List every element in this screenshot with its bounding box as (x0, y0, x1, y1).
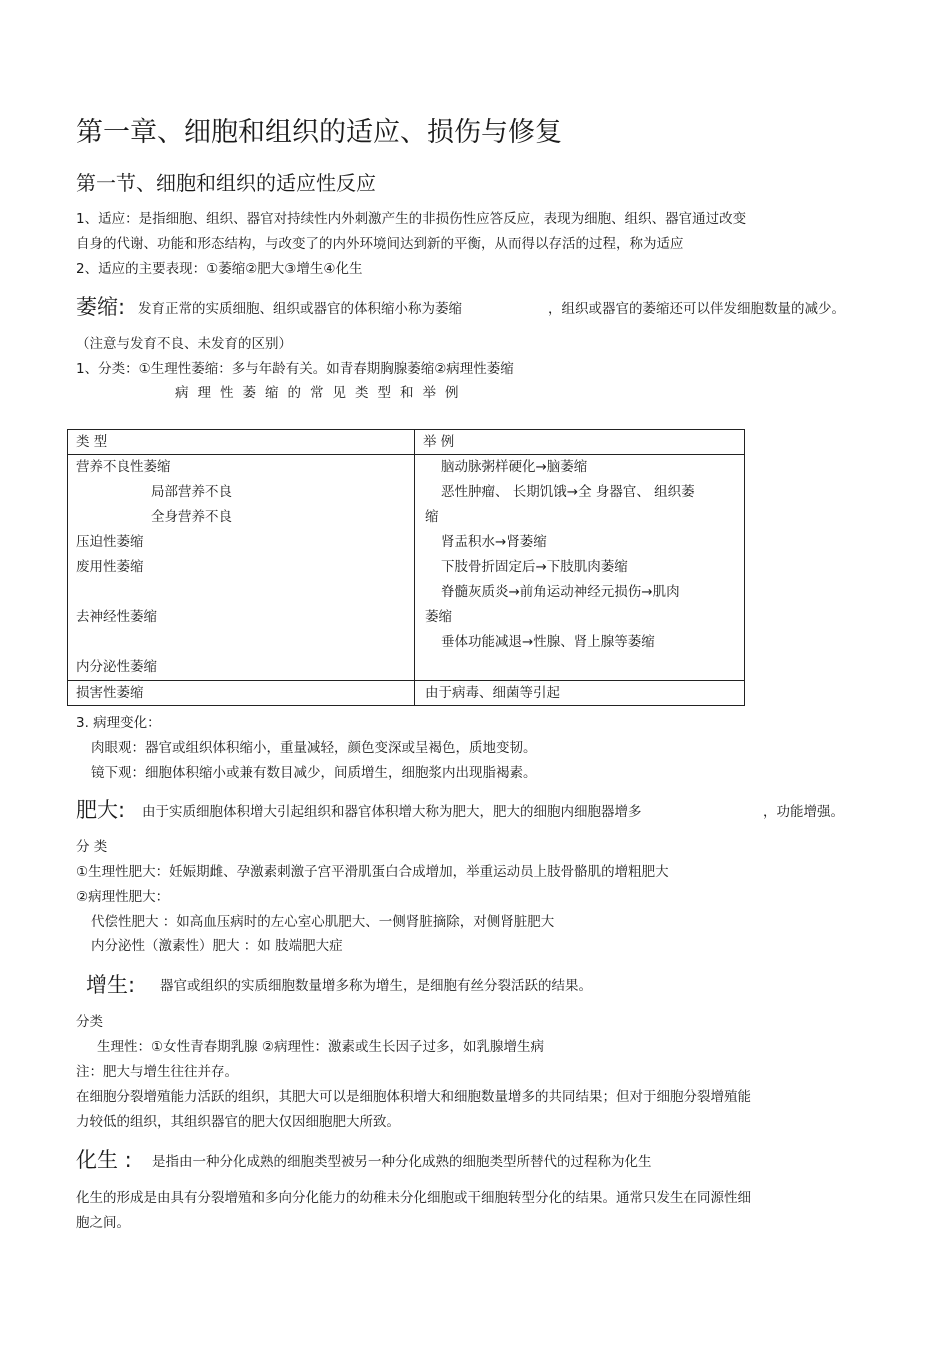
hyperplasia-term: 增生: (86, 973, 136, 997)
gross-observation: 肉眼观：器官或组织体积缩小，重量减轻，颜色变深或呈褐色，质地变韧。 (91, 740, 537, 756)
atrophy-classification: 1、分类：①生理性萎缩：多与年龄有关。如青春期胸腺萎缩②病理性萎缩 (76, 361, 514, 377)
hyperplasia-paragraph-line-2: 力较低的组织，其组织器官的肥大仅因细胞肥大所致。 (76, 1114, 400, 1130)
table-header-example: 举 例 (415, 430, 745, 455)
atrophy-definition-cont: ，组织或器官的萎缩还可以伴发细胞数量的减少。 (548, 301, 845, 317)
table-example-cell (415, 455, 745, 681)
table-example-line: 缩 (425, 509, 439, 525)
atrophy-table-caption: 病理性萎缩的常见类型和举例 (175, 385, 468, 401)
adaptation-definition-line-1: 1、适应：是指细胞、组织、器官对持续性内外刺激产生的非损伤性应答反应，表现为细胞、组织、器官通过改变 (76, 211, 747, 227)
metaplasia-paragraph-line-2: 胞之间。 (76, 1215, 130, 1231)
atrophy-note: （注意与发育不良、未发育的区别） (76, 336, 292, 352)
table-row (68, 455, 745, 681)
metaplasia-term: 化生 : (76, 1148, 132, 1172)
metaplasia-paragraph-line-1: 化生的形成是由具有分裂增殖和多向分化能力的幼稚未分化细胞或干细胞转型分化的结果。通常只发生在同源性细 (76, 1190, 751, 1206)
atrophy-types-table (67, 429, 745, 706)
hyperplasia-note: 注：肥大与增生往往并存。 (76, 1064, 238, 1080)
hyperplasia-types: 生理性：①女性青春期乳腺 ②病理性：激素或生长因子过多，如乳腺增生病 (97, 1039, 544, 1055)
table-row (68, 681, 745, 706)
table-header-type: 类 型 (68, 430, 415, 455)
table-example-line: 肾盂积水→肾萎缩 (441, 534, 547, 550)
endocrine-hypertrophy: 内分泌性（激素性）肥大 ：如 肢端肥大症 (91, 938, 343, 954)
hypertrophy-definition-cont: ，功能增强。 (763, 804, 844, 820)
table-type-line: 全身营养不良 (151, 509, 232, 525)
table-type-line (76, 580, 414, 605)
adaptation-definition-line-2: 自身的代谢、功能和形态结构，与改变了的内外环境间达到新的平衡，从而得以存活的过程，称为适应 (76, 236, 684, 252)
atrophy-definition: 发育正常的实质细胞、组织或器官的体积缩小称为萎缩 (138, 301, 462, 317)
compensatory-hypertrophy: 代偿性肥大 ：如高血压病时的左心室心肌肥大、一侧肾脏摘除，对侧肾脏肥大 (91, 914, 555, 930)
hyperplasia-definition: 器官或组织的实质细胞数量增多称为增生，是细胞有丝分裂活跃的结果。 (160, 978, 592, 994)
hypertrophy-term: 肥大: (76, 798, 126, 822)
pathology-title: 3. 病理变化： (76, 715, 161, 731)
hypertrophy-classify-title: 分 类 (76, 839, 108, 855)
table-type-line: 局部营养不良 (151, 484, 232, 500)
chapter-title: 第一章、细胞和组织的适应、损伤与修复 (76, 117, 562, 148)
table-example-line: 恶性肿瘤、 长期饥饿→全 身器官、 组织萎 (441, 484, 695, 500)
table-example-line (425, 655, 744, 680)
atrophy-term: 萎缩: (76, 295, 126, 319)
table-type-line: 内分泌性萎缩 (76, 659, 157, 675)
hyperplasia-paragraph-line-1: 在细胞分裂增殖能力活跃的组织，其肥大可以是细胞体积增大和细胞数量增多的共同结果；但对于细胞分裂增殖能 (76, 1089, 751, 1105)
physiological-hypertrophy: ①生理性肥大：妊娠期雌、孕激素刺激子宫平滑肌蛋白合成增加，举重运动员上肢骨骼肌的增粗肥大 (76, 864, 669, 880)
table-example-line: 下肢骨折固定后→下肢肌肉萎缩 (441, 559, 628, 575)
table-example-line: 萎缩 (425, 609, 452, 625)
table-example-line: 垂体功能减退→性腺、肾上腺等萎缩 (441, 634, 655, 650)
table-type-line: 去神经性萎缩 (76, 609, 157, 625)
hyperplasia-classify-title: 分类 (76, 1014, 103, 1030)
table-type-line (76, 630, 414, 655)
microscopic-observation: 镜下观：细胞体积缩小或兼有数目减少，间质增生，细胞浆内出现脂褐素。 (91, 765, 537, 781)
table-type-line: 废用性萎缩 (76, 559, 144, 575)
table-type-line: 营养不良性萎缩 (76, 459, 171, 475)
pathological-hypertrophy: ②病理性肥大： (76, 889, 170, 905)
section-title: 第一节、细胞和组织的适应性反应 (76, 171, 376, 195)
metaplasia-definition: 是指由一种分化成熟的细胞类型被另一种分化成熟的细胞类型所替代的过程称为化生 (152, 1154, 652, 1170)
hypertrophy-definition: 由于实质细胞体积增大引起组织和器官体积增大称为肥大，肥大的细胞内细胞器增多 (142, 804, 642, 820)
table-example-line: 脑动脉粥样硬化→脑萎缩 (441, 459, 588, 475)
adaptation-main-forms: 2、适应的主要表现：①萎缩②肥大③增生④化生 (76, 261, 363, 277)
table-type-cell (68, 455, 415, 681)
table-example-cell: 由于病毒、细菌等引起 (415, 681, 745, 706)
table-type-line: 压迫性萎缩 (76, 534, 144, 550)
table-example-line: 脊髓灰质炎→前角运动神经元损伤→肌肉 (441, 584, 680, 600)
table-header-row (68, 430, 745, 455)
table-type-cell: 损害性萎缩 (68, 681, 415, 706)
